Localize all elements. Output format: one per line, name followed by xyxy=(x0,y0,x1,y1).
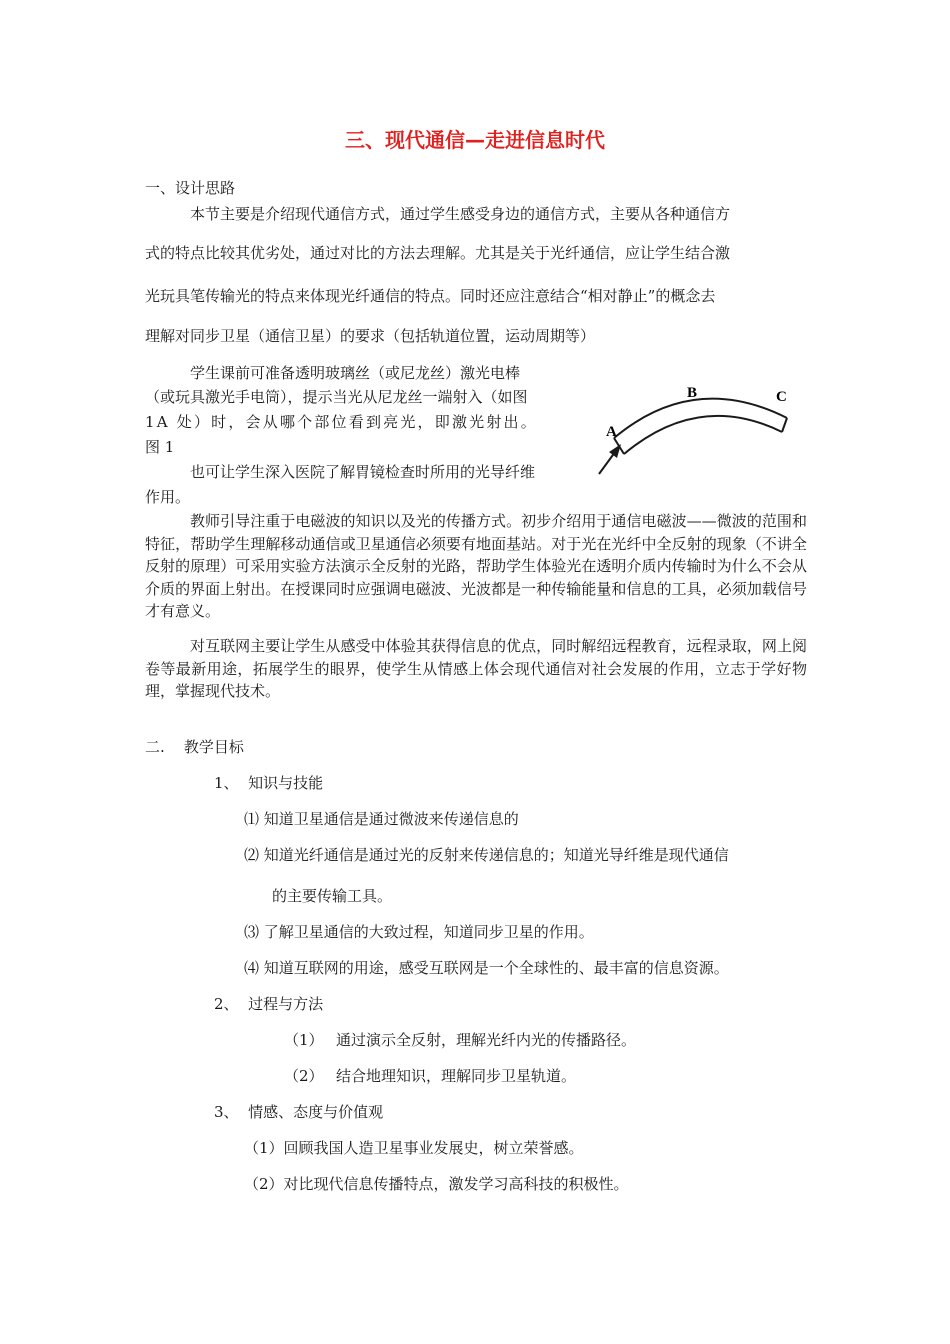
p2-line-3: 1A 处）时，会从哪个部位看到亮光，即激光射出。 xyxy=(145,413,538,431)
paragraph-internet: 对互联网主要让学生从感受中体验其获得信息的优点，同时解绍远程教育，远程录取，网上阅卷等最新用途，拓展学生的眼界，使学生从情感上体会现代通信对社会发展的作用，立志于学好物理，掌握现代技术。 xyxy=(145,637,807,700)
sub-heading-emotion: 3、 情感、态度与价值观 xyxy=(214,1103,384,1121)
sub-heading-process: 2、 过程与方法 xyxy=(214,995,324,1013)
light-ray-arrowhead xyxy=(609,444,621,458)
method-1-number: （1） xyxy=(284,1031,324,1049)
p1-line-4: 理解对同步卫星（通信卫星）的要求（包括轨道位置，运动周期等） xyxy=(145,327,596,345)
p3-line-2: 作用。 xyxy=(145,488,191,506)
label-c: C xyxy=(776,389,787,405)
fiber-inner-edge xyxy=(624,416,782,454)
page-title: 三、现代通信—走进信息时代 xyxy=(345,128,605,152)
method-2-text: 结合地理知识，理解同步卫星轨道。 xyxy=(336,1067,577,1085)
fiber-outer-edge xyxy=(614,399,787,438)
p1-line-1: 本节主要是介绍现代通信方式，通过学生感受身边的通信方式，主要从各种通信方 xyxy=(190,205,731,223)
label-a: A xyxy=(606,424,617,440)
p2-line-2: （或玩具激光手电筒），提示当光从尼龙丝一端射入（如图 xyxy=(145,388,528,406)
knowledge-item-2-cont: 的主要传输工具。 xyxy=(272,887,393,905)
emotion-item-1: （1）回顾我国人造卫星事业发展史，树立荣誉感。 xyxy=(244,1139,584,1157)
knowledge-item-1: ⑴ 知道卫星通信是通过微波来传递信息的 xyxy=(244,810,519,828)
sub-heading-knowledge: 1、 知识与技能 xyxy=(214,774,324,792)
method-2-number: （2） xyxy=(284,1067,324,1085)
p3-line-1: 也可让学生深入医院了解胃镜检查时所用的光导纤维 xyxy=(190,463,536,481)
p1-line-2: 式的特点比较其优劣处，通过对比的方法去理解。尤其是关于光纤通信，应让学生结合激 xyxy=(145,244,731,262)
figure-caption: 图 1 xyxy=(145,438,175,456)
method-1-text: 通过演示全反射，理解光纤内光的传播路径。 xyxy=(336,1031,637,1049)
p2-line-1: 学生课前可准备透明玻璃丝（或尼龙丝）激光电棒 xyxy=(190,364,521,382)
label-b: B xyxy=(687,385,698,401)
section-heading-design: 一、设计思路 xyxy=(145,179,236,197)
optical-fiber-figure xyxy=(594,376,804,486)
knowledge-item-4: ⑷ 知道互联网的用途，感受互联网是一个全球性的、最丰富的信息资源。 xyxy=(244,959,729,977)
fiber-end-c xyxy=(782,418,787,432)
section-heading-goals: 二. 教学目标 xyxy=(145,738,244,756)
p1-line-3: 光玩具笔传输光的特点来体现光纤通信的特点。同时还应注意结合“相对静止”的概念去 xyxy=(145,287,716,305)
emotion-item-2: （2）对比现代信息传播特点，激发学习高科技的积极性。 xyxy=(244,1175,629,1193)
knowledge-item-3: ⑶ 了解卫星通信的大致过程，知道同步卫星的作用。 xyxy=(244,923,594,941)
paragraph-teacher-guidance: 教师引导注重于电磁波的知识以及光的传播方式。初步介绍用于通信电磁波——微波的范围和特征，帮助学生理解移动通信或卫星通信必须要有地面基站。对于光在光纤中全反射的现象（不讲全反射的原理）可采用实验方法演示全反射的光路，帮助学生体验光在透明介质内传输时为什么不会从介质的界面上射出。在授课同时应强调电磁波、光波都是一种传输能量和信息的工具，必须加载信号才有意义。 xyxy=(145,512,807,620)
knowledge-item-2: ⑵ 知道光纤通信是通过光的反射来传递信息的；知道光导纤维是现代通信 xyxy=(244,846,729,864)
